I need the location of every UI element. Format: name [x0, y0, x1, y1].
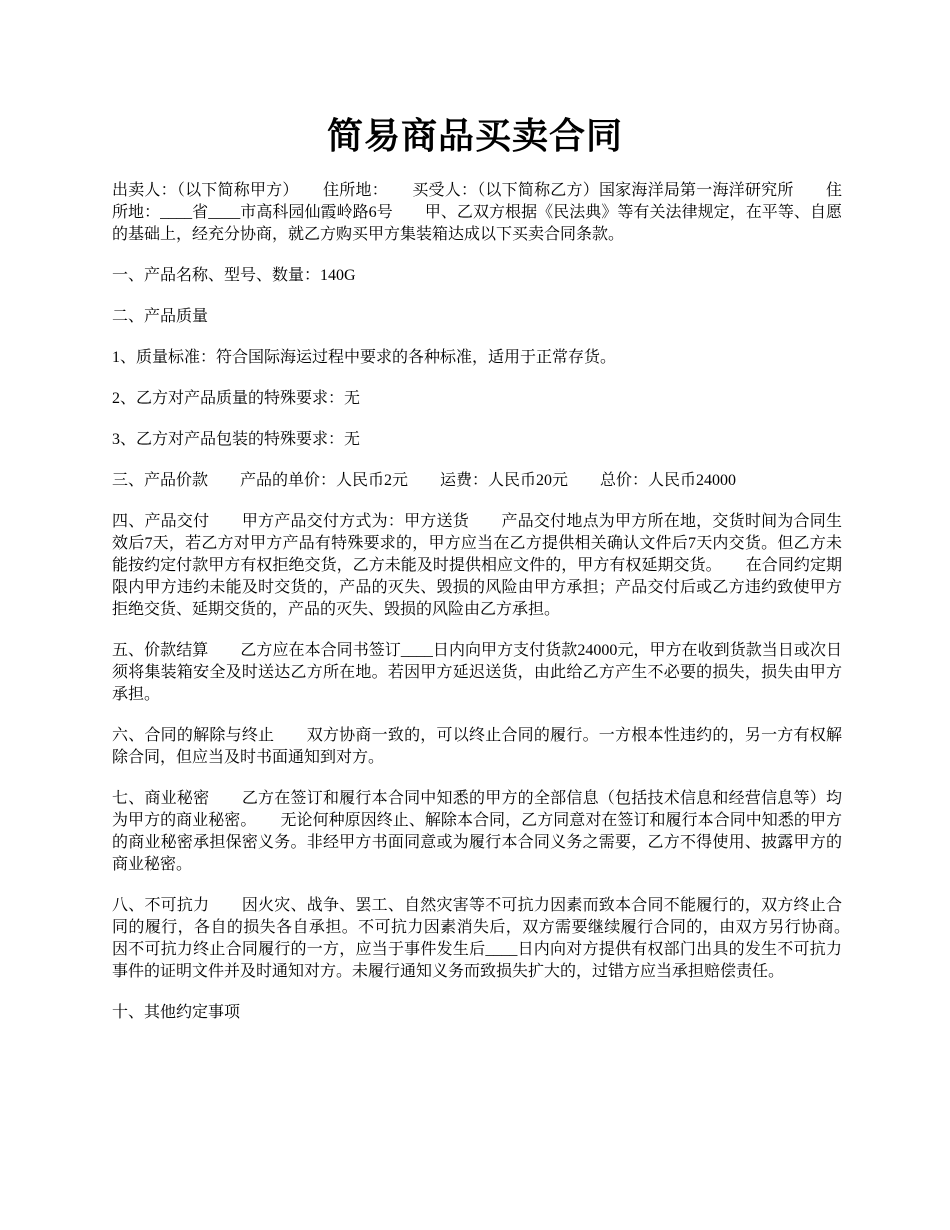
paragraph-other-matters: 十、其他约定事项 [112, 1004, 241, 1021]
paragraph-product-name: 一、产品名称、型号、数量：140G [112, 267, 356, 284]
paragraph-payment-settlement: 五、价款结算 乙方应在本合同书签订____日内向甲方支付货款24000元，甲方在收到货款当日或次日须将集装箱安全及时送达乙方所在地。若因甲方延迟送货，由此给乙方产生不必要的损失，损失由甲方承担。 [112, 642, 842, 703]
paragraph-force-majeure: 八、不可抗力 因火灾、战争、罢工、自然灾害等不可抗力因素而致本合同不能履行的，双方终止合同的履行，各自的损失各自承担。不可抗力因素消失后，双方需要继续履行合同的，由双方另行协商。 因不可抗力终止合同履行的一方，应当于事件发生后____日内向对方提供有权部门出具的发生不可抗力事件的证明文件并及时通知对方。未履行通知义务而致损失扩大的，过错方应当承担赔偿责任。 [112, 897, 875, 980]
paragraph-parties: 出卖人：（以下简称甲方） 住所地： 买受人：（以下简称乙方）国家海洋局第一海洋研究所 住所地：____省____市高科园仙霞岭路6号 甲、乙双方根据《民法典》等有关法律规定，在平等、自愿的基础上，经充分协商，就乙方购买甲方集装箱达成以下买卖合同条款。 [112, 182, 842, 243]
document-title: 简易商品买卖合同 [326, 116, 623, 156]
paragraph-delivery: 四、产品交付 甲方产品交付方式为：甲方送货 产品交付地点为甲方所在地，交货时间为合同生效后7天，若乙方对甲方产品有特殊要求的，甲方应当在乙方提供相关确认文件后7天内交货。但乙方未能按约定付款甲方有权拒绝交货，乙方未能及时提供相应文件的，甲方有权延期交货。 在合同约定期限内甲方违约未能及时交货的，产品的灭失、毁损的风险由甲方承担；产品交付后或乙方违约致使甲方拒绝交货、延期交货的，产品的灭失、毁损的风险由乙方承担。 [112, 513, 842, 618]
paragraph-termination: 六、合同的解除与终止 双方协商一致的，可以终止合同的履行。一方根本性违约的，另一方有权解除合同，但应当及时书面通知到对方。 [112, 727, 842, 766]
document-body [112, 180, 875, 1043]
paragraph-product-quality-heading: 二、产品质量 [112, 308, 209, 325]
paragraph-packaging-special-requirement: 3、乙方对产品包装的特殊要求：无 [112, 431, 361, 448]
paragraph-quality-standard: 1、质量标准：符合国际海运过程中要求的各种标准，适用于正常存货。 [112, 349, 617, 366]
paragraph-price: 三、产品价款 产品的单价：人民币2元 运费：人民币20元 总价：人民币24000 [112, 472, 737, 489]
paragraph-trade-secrets: 七、商业秘密 乙方在签订和履行本合同中知悉的甲方的全部信息（包括技术信息和经营信息等）均为甲方的商业秘密。 无论何种原因终止、解除本合同，乙方同意对在签订和履行本合同中知悉的甲方的商业秘密承担保密义务。非经甲方书面同意或为履行本合同义务之需要，乙方不得使用、披露甲方的商业秘密。 [112, 790, 842, 873]
paragraph-quality-special-requirement: 2、乙方对产品质量的特殊要求：无 [112, 390, 361, 407]
